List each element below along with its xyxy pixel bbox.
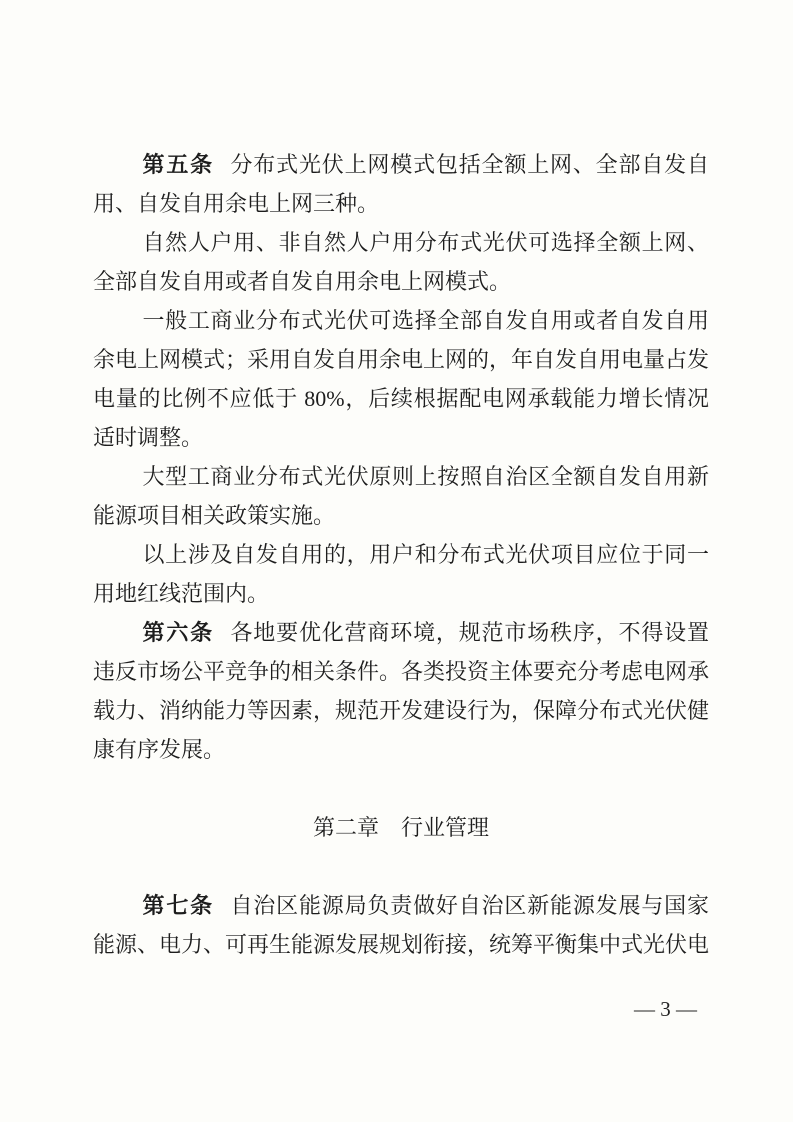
paragraph-text: 分布式光伏上网模式包括全额上网、全部自发自用、自发自用余电上网三种。: [93, 152, 709, 216]
document-body: [93, 145, 709, 964]
page-number: — 3 —: [634, 997, 697, 1021]
article-label: 第七条: [142, 893, 214, 918]
paragraph: [93, 223, 709, 301]
paragraph-text: 自然人户用、非自然人户用分布式光伏可选择全额上网、全部自发自用或者自发自用余电上网模式。: [93, 230, 709, 294]
paragraph: [93, 886, 709, 964]
paragraph-text: 大型工商业分布式光伏原则上按照自治区全额自发自用新能源项目相关政策实施。: [93, 464, 709, 528]
paragraph: [93, 301, 709, 457]
paragraph-text: 自治区能源局负责做好自治区新能源发展与国家能源、电力、可再生能源发展规划衔接，统筹平衡集中式光伏电: [93, 893, 710, 957]
paragraph: [93, 457, 709, 535]
paragraph-text: 一般工商业分布式光伏可选择全部自发自用或者自发自用余电上网模式；采用自发自用余电上网的，年自发自用电量占发电量的比例不应低于 80%，后续根据配电网承载能力增长情况适时调整。: [93, 308, 710, 450]
paragraph-text: 以上涉及自发自用的，用户和分布式光伏项目应位于同一用地红线范围内。: [93, 542, 709, 606]
paragraph: [93, 145, 709, 223]
chapter-heading: 第二章 行业管理: [312, 815, 489, 840]
paragraph: [93, 535, 709, 613]
paragraph: [93, 613, 709, 769]
paragraph-text: 各地要优化营商环境，规范市场秩序，不得设置违反市场公平竞争的相关条件。各类投资主体要充分考虑电网承载力、消纳能力等因素，规范开发建设行为，保障分布式光伏健康有序发展。: [93, 620, 710, 762]
article-label: 第六条: [142, 620, 214, 645]
article-label: 第五条: [142, 152, 214, 177]
